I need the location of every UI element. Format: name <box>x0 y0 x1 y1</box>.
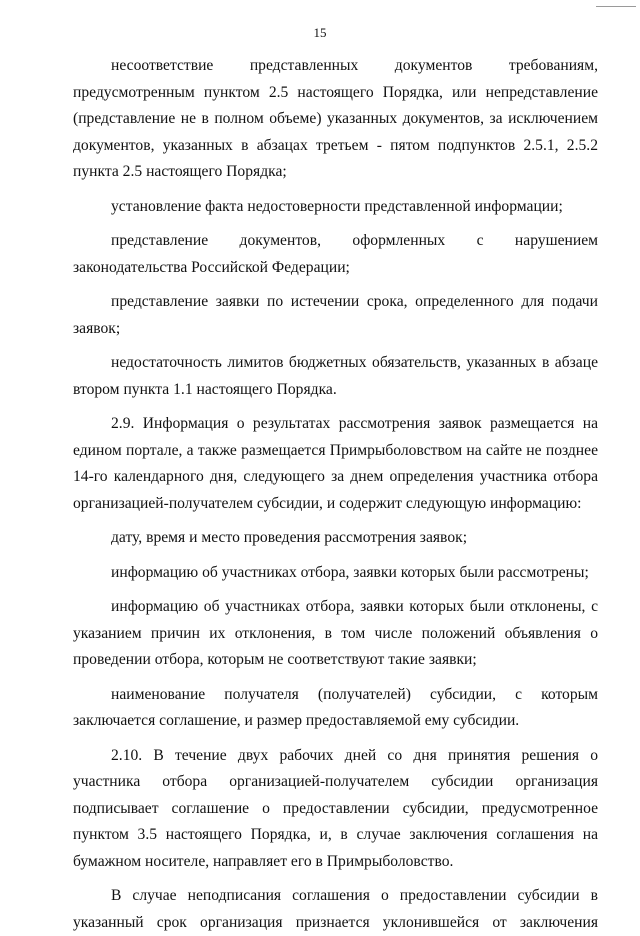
text-line: пунктом 3.5 настоящего Порядка, и, в случае заключения соглашения на <box>73 822 598 849</box>
text-line: 2.9. Информация о результатах рассмотрения заявок размещается на <box>73 411 598 438</box>
page-number: 15 <box>0 25 640 41</box>
text-line: В случае неподписания соглашения о предоставлении субсидии в <box>73 883 598 910</box>
text-line: документов, указанных в абзацах третьем - пятом подпунктов 2.5.1, 2.5.2 <box>73 133 598 160</box>
text-line: информацию об участниках отбора, заявки которых были рассмотрены; <box>73 560 598 587</box>
text-line: дату, время и место проведения рассмотрения заявок; <box>73 525 598 552</box>
paragraph-gap <box>73 281 598 289</box>
text-line: (представление не в полном объеме) указанных документов, за исключением <box>73 106 598 133</box>
text-line: участника отбора организацией-получателем субсидии организация <box>73 769 598 796</box>
text-line: пункта 2.5 настоящего Порядка; <box>73 159 598 186</box>
text-line: 2.10. В течение двух рабочих дней со дня принятия решения о <box>73 743 598 770</box>
text-line: заявок; <box>73 316 598 343</box>
paragraph-gap <box>73 517 598 525</box>
text-line: предусмотренным пунктом 2.5 настоящего Порядка, или непредставление <box>73 80 598 107</box>
text-line: едином портале, а также размещается Примрыболовством на сайте не позднее <box>73 438 598 465</box>
text-line: бумажном носителе, направляет его в Примрыболовство. <box>73 849 598 876</box>
text-line: информацию об участниках отбора, заявки которых были отклонены, с <box>73 594 598 621</box>
text-line: представление заявки по истечении срока, определенного для подачи <box>73 289 598 316</box>
text-line: проведении отбора, которым не соответствуют такие заявки; <box>73 647 598 674</box>
text-line: втором пункта 1.1 настоящего Порядка. <box>73 377 598 404</box>
text-line: организацией-получателем субсидии, и содержит следующую информацию: <box>73 491 598 518</box>
text-line: несоответствие представленных документов требованиям, <box>73 53 598 80</box>
text-line: указанием причин их отклонения, в том числе положений объявления о <box>73 621 598 648</box>
paragraph-gap <box>73 220 598 228</box>
paragraph-gap <box>73 586 598 594</box>
text-line: законодательства Российской Федерации; <box>73 255 598 282</box>
text-line: установление факта недостоверности представленной информации; <box>73 194 598 221</box>
paragraph-gap <box>73 186 598 194</box>
paragraph-gap <box>73 552 598 560</box>
text-line: подписывает соглашение о предоставлении субсидии, предусмотренное <box>73 796 598 823</box>
paragraph-gap <box>73 342 598 350</box>
paragraph-gap <box>73 875 598 883</box>
paragraph-gap <box>73 735 598 743</box>
body-text <box>73 53 598 936</box>
text-line: представление документов, оформленных с нарушением <box>73 228 598 255</box>
text-line: 14-го календарного дня, следующего за днем определения участника отбора <box>73 464 598 491</box>
text-line: недостаточность лимитов бюджетных обязательств, указанных в абзаце <box>73 350 598 377</box>
text-line: указанный срок организация признается уклонившейся от заключения <box>73 910 598 936</box>
corner-rule <box>596 6 636 7</box>
paragraph-gap <box>73 403 598 411</box>
text-line: наименование получателя (получателей) субсидии, с которым <box>73 682 598 709</box>
paragraph-gap <box>73 674 598 682</box>
text-line: заключается соглашение, и размер предоставляемой ему субсидии. <box>73 708 598 735</box>
